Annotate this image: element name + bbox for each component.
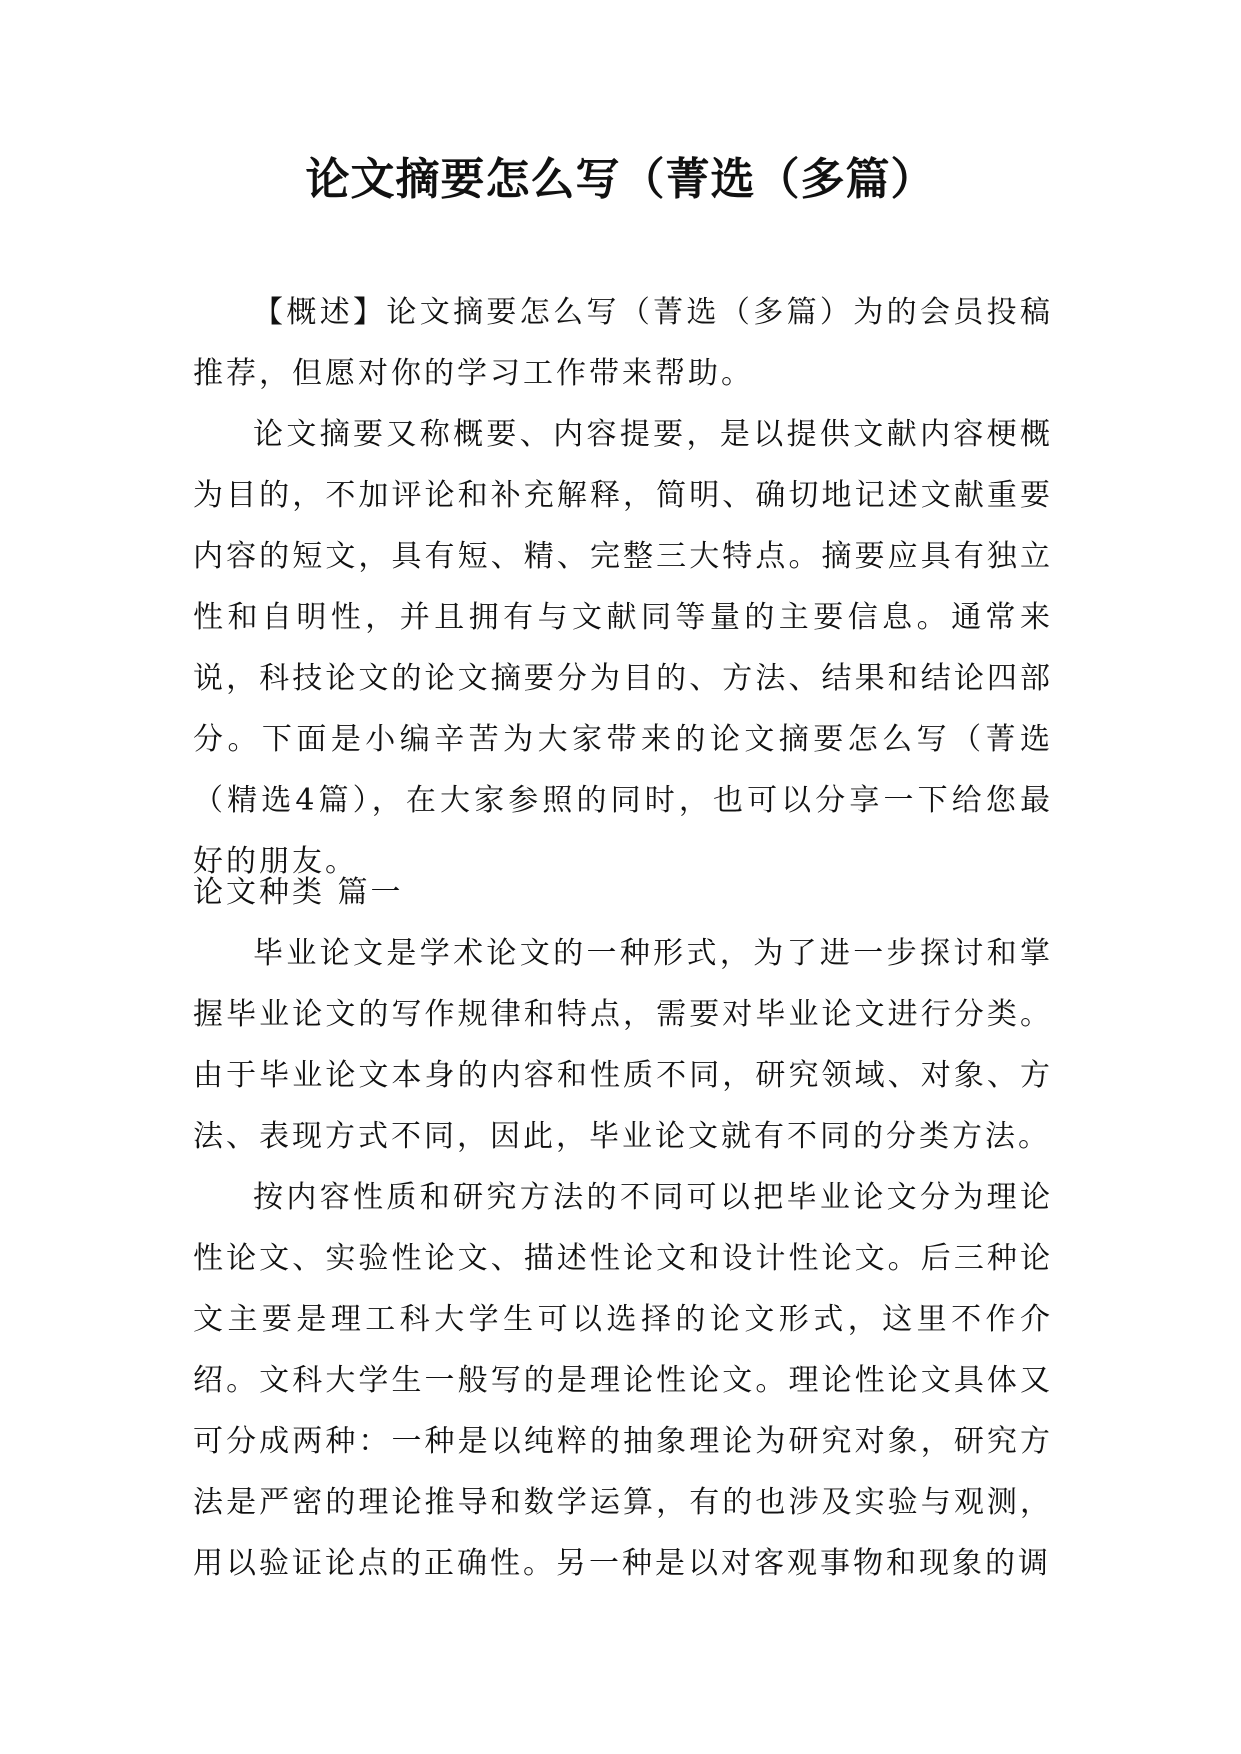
article-section: [193, 862, 1053, 1594]
intro-paragraph: 论文摘要又称概要、内容提要，是以提供文献内容梗概为目的，不加评论和补充解释，简明、确切地记述文献重要内容的短文，具有短、精、完整三大特点。摘要应具有独立性和自明性，并且拥有与文献同等量的主要信息。通常来说，科技论文的论文摘要分为目的、方法、结果和结论四部分。下面是小编辛苦为大家带来的论文摘要怎么写（菁选（精选4篇），在大家参照的同时，也可以分享一下给您最好的朋友。: [193, 417, 1053, 879]
intro-section: [193, 282, 1053, 892]
body-paragraph: 毕业论文是学术论文的一种形式，为了进一步探讨和掌握毕业论文的写作规律和特点，需要对毕业论文进行分类。由于毕业论文本身的内容和性质不同，研究领域、对象、方法、表现方式不同，因此，毕业论文就有不同的分类方法。: [193, 936, 1053, 1154]
body-paragraph: 按内容性质和研究方法的不同可以把毕业论文分为理论性论文、实验性论文、描述性论文和设计性论文。后三种论文主要是理工科大学生可以选择的论文形式，这里不作介绍。文科大学生一般写的是理论性论文。理论性论文具体又可分成两种：一种是以纯粹的抽象理论为研究对象，研究方法是严密的理论推导和数学运算，有的也涉及实验与观测，用以验证论点的正确性。另一种是以对客观事物和现象的调: [193, 1180, 1053, 1581]
section-heading: 论文种类 篇一: [193, 875, 404, 910]
document-title: 论文摘要怎么写（菁选（多篇）: [305, 154, 936, 205]
summary-paragraph: 【概述】论文摘要怎么写（菁选（多篇）为的会员投稿推荐，但愿对你的学习工作带来帮助。: [193, 295, 1053, 391]
